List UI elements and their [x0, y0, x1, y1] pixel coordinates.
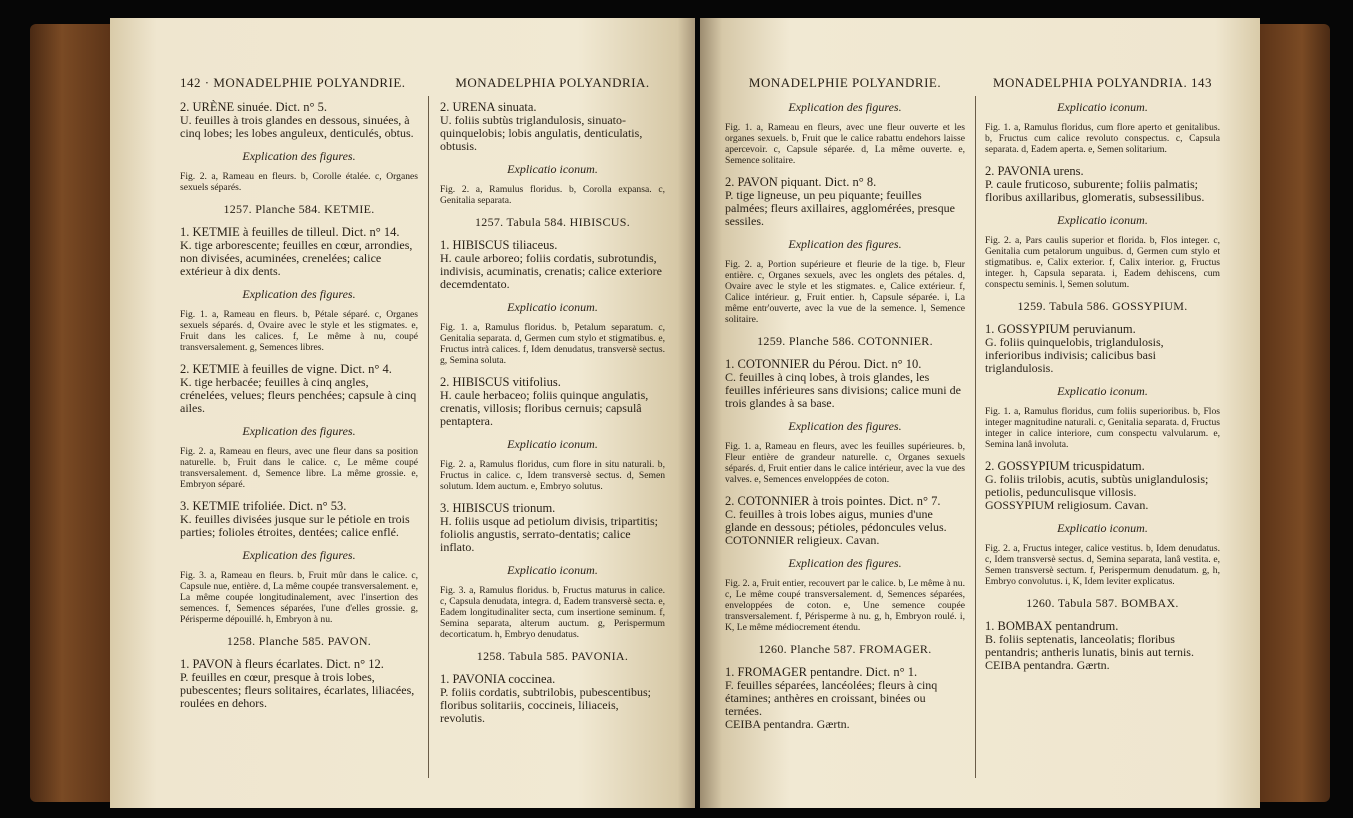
open-book [30, 18, 1330, 808]
figures-subheading: Explication des figures. [788, 419, 902, 433]
species-description: G. foliis trilobis, acutis, subtùs uniglandulosis; petiolis, pedunculisque villosis. [985, 472, 1209, 499]
species-description: B. foliis septenatis, lanceolatis; floribus pentandris; antheris lunatis, binis aut ternis. [985, 632, 1194, 659]
figures-subheading: Explicatio iconum. [507, 437, 598, 451]
species-title: 2. PAVONIA urens. [985, 164, 1084, 178]
figures-subheading: Explicatio iconum. [1057, 384, 1148, 398]
species-title: 1. PAVONIA coccinea. [440, 672, 556, 686]
figures-subheading: Explication des figures. [242, 149, 356, 163]
species-entry [725, 495, 965, 547]
species-entry [180, 500, 418, 539]
species-entry [725, 176, 965, 228]
species-description: G. foliis quinquelobis, triglandulosis, inferioribus indivisis; calicibus basi triglandulosis. [985, 335, 1164, 375]
page-header: MONADELPHIE POLYANDRIE. [748, 75, 942, 90]
figure-legend: Fig. 2. a, Fruit entier, recouvert par le calice. b, Le même à nu. c, Le même coupé transversalement. d, Semences séparées, enveloppées de coton. e, Une semence coupée transversalement. f, Périsperme à nu. g, h, Embryon roulé. i, K, Le même médiocrement étendu. [725, 578, 965, 633]
plate-heading: 1257. Tabula 584. HIBISCUS. [474, 215, 631, 229]
figures-subheading: Explicatio iconum. [507, 563, 598, 577]
column-divider [975, 96, 976, 778]
plate-heading: 1259. Planche 586. COTONNIER. [757, 334, 933, 348]
plate-heading: 1260. Tabula 587. BOMBAX. [1026, 596, 1179, 610]
species-title: 2. COTONNIER à trois pointes. Dict. n° 7. [725, 494, 941, 508]
figure-legend: Fig. 2. a, Ramulus floridus, cum flore in situ naturali. b, Fructus in calice. c, Idem transversè sectus. d, Semen solutum. Idem auctum. e, Embryo solutus. [440, 459, 665, 492]
species-description: C. feuilles à cinq lobes, à trois glandes, les feuilles inférieures sans divisions; calice muni de trois glandes à sa base. [725, 370, 961, 410]
figures-subheading: Explication des figures. [788, 100, 902, 114]
figure-legend: Fig. 1. a, Ramulus floridus. b, Petalum separatum. c, Genitalia separata. d, Germen cum stylo et stigmatibus. e, Fructus intrà calices. f, Idem denudatus, transversè sectus. g, Semina soluta. [440, 322, 665, 366]
species-description: H. caule herbaceo; foliis quinque angulatis, crenatis, villosis; floribus cernuis; capsulâ pentaptera. [440, 388, 649, 428]
species-description: F. feuilles séparées, lancéolées; fleurs à cinq étamines; anthères en croissant, binées ou ternées. [725, 678, 938, 718]
page-header: 142 · MONADELPHIE POLYANDRIE. [180, 75, 406, 90]
figures-subheading: Explicatio iconum. [1057, 521, 1148, 535]
species-synonym: GOSSYPIUM religiosum. Cavan. [985, 498, 1149, 512]
species-entry [725, 666, 965, 731]
species-entry [440, 239, 665, 291]
plate-heading: 1259. Tabula 586. GOSSYPIUM. [1017, 299, 1188, 313]
figure-legend: Fig. 3. a, Ramulus floridus. b, Fructus maturus in calice. c, Capsula denudata, integra. d, Eadem transversè secta. e, Eadem longitudinaliter secta, cum insertione seminum. f, Semina separata, alterum auctum. g, Perispermum decorticatum. h, Embryo denudatus. [440, 585, 665, 640]
species-entry [180, 101, 418, 140]
figure-legend: Fig. 2. a, Rameau en fleurs, avec une fleur dans sa position naturelle. b, Fruit dans le calice. c, Le même coupé transversalement. d, Semence libre. La même grossie. e, Embryon séparé. [180, 446, 418, 490]
species-title: 1. COTONNIER du Pérou. Dict. n° 10. [725, 357, 922, 371]
species-description: P. caule fruticoso, suburente; foliis palmatis; floribus axillaribus, glomeratis, subsessilibus. [985, 177, 1205, 204]
species-title: 2. URENA sinuata. [440, 100, 537, 114]
species-title: 2. HIBISCUS vitifolius. [440, 375, 561, 389]
figures-subheading: Explicatio iconum. [507, 162, 598, 176]
figures-subheading: Explication des figures. [788, 556, 902, 570]
species-title: 1. FROMAGER pentandre. Dict. n° 1. [725, 665, 918, 679]
species-synonym: COTONNIER religieux. Cavan. [725, 533, 880, 547]
species-description: H. caule arboreo; foliis cordatis, subrotundis, indivisis, acuminatis, crenatis; calice exteriore decemdentato. [440, 251, 662, 291]
page-header: MONADELPHIA POLYANDRIA. 143 [992, 75, 1213, 90]
species-title: 1. PAVON à fleurs écarlates. Dict. n° 12. [180, 657, 384, 671]
figure-legend: Fig. 2. a, Rameau en fleurs. b, Corolle étalée. c, Organes sexuels séparés. [180, 171, 418, 193]
right-page-latin-column [985, 76, 1220, 682]
figure-legend: Fig. 1. a, Rameau en fleurs, avec les feuilles supérieures. b, Fleur entière de grandeur naturelle. c, Organes sexuels séparés. d, Fruit entier dans le calice intérieur, avec la vue des valves. e, Semences enveloppées de coton. [725, 441, 965, 485]
left-page-french-column [180, 76, 418, 720]
species-entry [180, 363, 418, 415]
species-entry [440, 502, 665, 554]
figures-subheading: Explication des figures. [242, 287, 356, 301]
species-description: P. tige ligneuse, un peu piquante; feuilles palmées; fleurs axillaires, agglomérées, presque sessiles. [725, 188, 955, 228]
species-description: P. feuilles en cœur, presque à trois lobes, pubescentes; fleurs solitaires, écarlates, liliacées, roulées en dehors. [180, 670, 415, 710]
figure-legend: Fig. 1. a, Ramulus floridus, cum foliis superioribus. b, Flos integer magnitudine naturali. c, Genitalia separata. d, Fructus integer in calice interiore, cum conspectu valvularum. e, Semina lanâ involuta. [985, 406, 1220, 450]
species-entry [440, 101, 665, 153]
figures-subheading: Explication des figures. [242, 548, 356, 562]
species-title: 2. URÈNE sinuée. Dict. n° 5. [180, 100, 327, 114]
species-description: K. feuilles divisées jusque sur le pétiole en trois parties; folioles étroites, dentées; calice enflé. [180, 512, 410, 539]
figure-legend: Fig. 1. a, Rameau en fleurs, avec une fleur ouverte et les organes sexuels. b, Fruit que le calice rabattu endehors laisse apercevoir. c, Capsule séparée. d, La même ouverte. e, Semence solitaire. [725, 122, 965, 166]
species-title: 1. KETMIE à feuilles de tilleul. Dict. n° 14. [180, 225, 400, 239]
species-description: K. tige herbacée; feuilles à cinq angles, crénelées, velues; fleurs penchées; capsule à cinq ailes. [180, 375, 417, 415]
figure-legend: Fig. 2. a, Fructus integer, calice vestitus. b, Idem denudatus. c, Idem transversè sectus. d, Semina separata, lanâ vestita. e, Semen transversè sectum. f, Perispermum denudatum. g, h, Embryo convolutus. i, K, Idem leviter explicatus. [985, 543, 1220, 587]
page-header: MONADELPHIA POLYANDRIA. [455, 75, 650, 90]
figure-legend: Fig. 1. a, Ramulus floridus, cum flore aperto et genitalibus. b, Fructus cum calice revoluto conspectus. c, Capsula separata. d, Eadem aperta. e, Semen solitarium. [985, 122, 1220, 155]
figures-subheading: Explicatio iconum. [1057, 100, 1148, 114]
species-entry [985, 165, 1220, 204]
species-entry [180, 658, 418, 710]
species-synonym: CEIBA pentandra. Gærtn. [985, 658, 1110, 672]
figures-subheading: Explicatio iconum. [1057, 213, 1148, 227]
species-entry [985, 620, 1220, 672]
species-synonym: CEIBA pentandra. Gærtn. [725, 717, 850, 731]
figure-legend: Fig. 3. a, Rameau en fleurs. b, Fruit mûr dans le calice. c, Capsule nue, entière. d, La même coupée transversalement. e, La même coupée longitudinalement, avec l'insertion des semences. f, Semences séparées, l'une d'elles grossie. g, Périsperme dépouillé. h, Embryon à nu. [180, 570, 418, 625]
plate-heading: 1257. Planche 584. KETMIE. [223, 202, 375, 216]
species-entry [725, 358, 965, 410]
species-title: 2. KETMIE à feuilles de vigne. Dict. n° 4. [180, 362, 392, 376]
species-title: 2. PAVON piquant. Dict. n° 8. [725, 175, 877, 189]
species-description: K. tige arborescente; feuilles en cœur, arrondies, non divisées, acuminées, crenelées; calice extérieur à dix dents. [180, 238, 413, 278]
species-title: 1. HIBISCUS tiliaceus. [440, 238, 558, 252]
figures-subheading: Explication des figures. [242, 424, 356, 438]
figure-legend: Fig. 2. a, Ramulus floridus. b, Corolla expansa. c, Genitalia separata. [440, 184, 665, 206]
species-description: H. foliis usque ad petiolum divisis, tripartitis; foliolis angustis, serrato-dentatis; calice inflato. [440, 514, 658, 554]
species-entry [985, 460, 1220, 512]
plate-heading: 1258. Tabula 585. PAVONIA. [476, 649, 629, 663]
book-cover-left [30, 24, 110, 802]
right-page [700, 18, 1260, 808]
species-description: C. feuilles à trois lobes aigus, munies d'une glande en dessous; pétioles, pédoncules velus. [725, 507, 947, 534]
species-entry [440, 673, 665, 725]
plate-heading: 1258. Planche 585. PAVON. [226, 634, 372, 648]
figure-legend: Fig. 1. a, Rameau en fleurs. b, Pétale séparé. c, Organes sexuels séparés. d, Ovaire avec le style et les stigmates. e, Fruit dans les calices. f, Le même à nu, coupé transversalement. g, Semences libres. [180, 309, 418, 353]
column-divider [428, 96, 429, 778]
species-entry [440, 376, 665, 428]
species-title: 1. BOMBAX pentandrum. [985, 619, 1119, 633]
species-entry [985, 323, 1220, 375]
figure-legend: Fig. 2. a, Pars caulis superior et florida. b, Flos integer. c, Genitalia cum petalorum unguibus. d, Germen cum stylo et stigmatibus. e, Calix exterior. f, Calix interior. g, Fructus integer. h, Capsula separata. i, Eadem dehiscens, cum conspectu seminis. l, Semen solutum. [985, 235, 1220, 290]
figures-subheading: Explicatio iconum. [507, 300, 598, 314]
species-description: U. foliis subtùs triglandulosis, sinuato-quinquelobis; lobis angulatis, denticulatis, obtusis. [440, 113, 643, 153]
figure-legend: Fig. 2. a, Portion supérieure et fleurie de la tige. b, Fleur entière. c, Organes sexuels, avec les onglets des pétales. d, Ovaire avec le style et les stigmates. e, Calice extérieur. f, Calice intérieur. g, Fruit entier. h, Capsule séparée. i, La même entr'ouverte, avec la vue de la semence. l, Semence solitaire. [725, 259, 965, 325]
figures-subheading: Explication des figures. [788, 237, 902, 251]
plate-heading: 1260. Planche 587. FROMAGER. [758, 642, 932, 656]
left-page-latin-column [440, 76, 665, 735]
species-entry [180, 226, 418, 278]
book-cover-right [1260, 24, 1330, 802]
species-title: 3. KETMIE trifoliée. Dict. n° 53. [180, 499, 347, 513]
species-description: U. feuilles à trois glandes en dessous, sinuées, à cinq lobes; les lobes anguleux, denticulés, obtus. [180, 113, 414, 140]
species-title: 3. HIBISCUS trionum. [440, 501, 556, 515]
species-description: P. foliis cordatis, subtrilobis, pubescentibus; floribus solitariis, coccineis, liliaceis, revolutis. [440, 685, 651, 725]
species-title: 1. GOSSYPIUM peruvianum. [985, 322, 1136, 336]
left-page [110, 18, 695, 808]
species-title: 2. GOSSYPIUM tricuspidatum. [985, 459, 1145, 473]
right-page-french-column [725, 76, 965, 741]
